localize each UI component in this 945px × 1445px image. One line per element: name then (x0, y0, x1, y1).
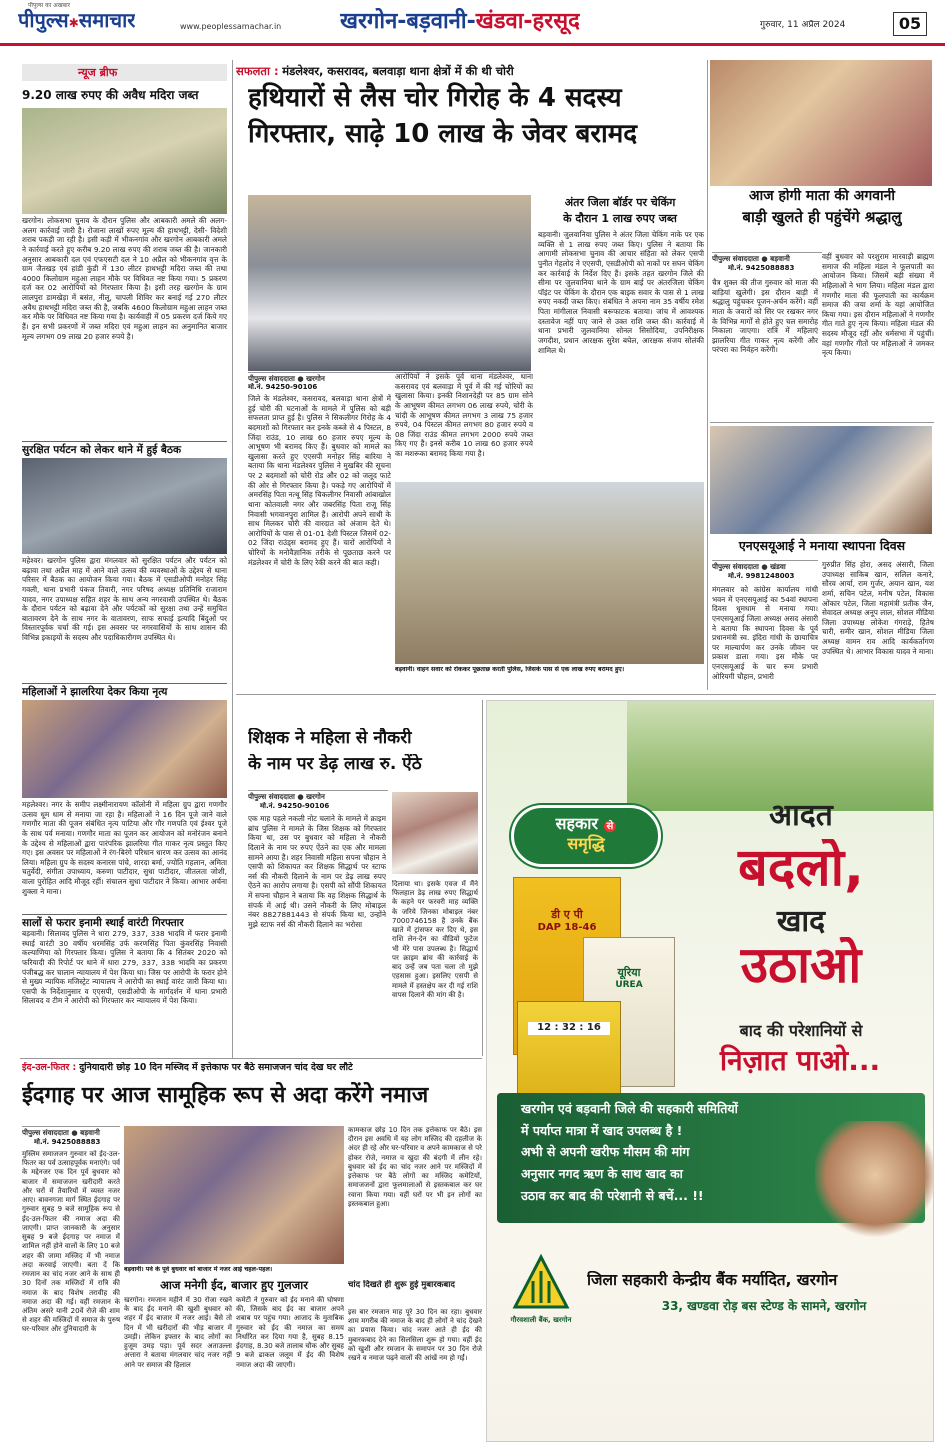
moon-body: इस बार रमजान माह पूरे 30 दिन का रहा। बुधवार शाम मगरीब की नमाज के बाद ही लोगों ने चांद देखने का प्रयास किया। चांद नजर आते ही ईद की मुबारकबाद देने का सिलसिला शुरू हो गया। वहीं ईद को खुशी और रमजान के समापन पर 30 दिन रोजे रखने व नमाज पढ़ने वालों की आंखें नम हो गईं। (348, 1308, 482, 1363)
teacher-headline-line2: के नाम पर डेढ़ लाख रु. ऐंठे (248, 754, 422, 774)
ad-info-5: उठाव कर बाद की परेशानी से बचें... !! (521, 1187, 704, 1203)
warrant-headline: सालों से फरार इनामी स्थाई वारंटी गिरफ्तार (22, 914, 227, 930)
main-byline: पीपुल्स संवाददाता ● खरगोन (248, 372, 531, 383)
bank-name: जिला सहकारी केन्द्रीय बैंक मर्यादित, खरगोन (587, 1271, 838, 1289)
nsui-headline: एनएसयूआई ने मनाया स्थापना दिवस (738, 538, 906, 553)
main-col1: जिले के मंडलेश्वर, कसरावद, बलवाड़ा थाना क्षेत्रों में हुई चोरी की घटनाओं के मामले में पुलिस को बड़ी सफलता प्राप्त हुई है। पुलिस ने सिकलीगर गिरोह के 4 बदमाशों को गिरफ्तार कर इनके कब्जे से 4 पिस्टल, 8 जिंदा राउंड, 10 लाख 60 हजार रुपए मूल्य के आभूषण भी बरामद किए हैं। बुधवार को मामले का खुलासा करते हुए एएसपी मनोहर सिंह बारिया ने बताया कि थाना मंडलेश्वर पुलिस ने मुखबिर की सूचना पर 2 बदमाशों को चोरी रोड और 02 को जलूद फाटे की ओर से गिरफ्तार किया है। पकड़े गए आरोपियों में अमरसिंह पिता नत्थू सिंह चिकलीगर निवासी आंबाखोल थाना कोतवाली नगर और जबरसिंह पिता राजू सिंह निवासी भगवानपुरा शामिल हैं। आरोपी अपने साथी के साथ मिलकर चोरी की वारदात को अंजाम देते थे। आरोपियों के पास से 01-01 देशी पिस्टल जिसमें 02-02 जिंदा राउंड्स बरामद हुए हैं। चारों आरोपियों ने चोरियों के मनोवैज्ञानिक तरीके से पूछताछ करने पर मंडलेश्वर में चोरी के लिए रेकी करने की बात कही। (248, 394, 391, 567)
ad-line-nizaat: निज़ात पाओ... (719, 1044, 881, 1077)
wheat-logo-icon (511, 1253, 571, 1313)
eid-sub-headline: आज मनेगी ईद, बाजार हुए गुलजार (160, 1278, 308, 1292)
badge-word-2: समृद्धि (567, 834, 605, 853)
liquor-body: खरगोन। लोकसभा चुनाव के दौरान पुलिस और आबकारी अमले की अलग- अलग कार्रवाई जारी है। रोजाना लाखों रुपए मूल्य की हाथभट्टी, देसी- विदेशी शराब पकड़ी जा रही है। इसी कड़ी में भीकनगांव और खरगोन आबकारी अमले ने कार्रवाई करते हुए करीब 9.20 लाख रुपए की शराब जब्त की है। जानकारी अनुसार आबकारी दल एवं एफएसटी दल ने 10 अप्रैल को भीकनगांव वृत्त के ग्राम जैतखड़ एवं हांडी कुंडी में 130 लीटर हाथभट्टी मदिरा जब्त की तथा 4000 किलोग्राम महुआ लाहन मौके पर विधिवत नष्ट किया गया। 5 प्रकरण दर्ज कर 02 आरोपियों को गिरफ्तार किया है। इसी तरह खरगोन के ग्राम लालपुरा डामखेड़ा में बसंत, नीलू, चापली शिविर कर बनाई गई 270 लीटर अवैध हाथभट्टी मदिरा जब्त की है, जबकि 4600 किलोग्राम महुआ लाहन जब्त कर मौके पर विधिवत नष्ट किया गया है। कार्यवाही में 05 प्रकरण दर्ज किये गए हैं। इन सभी प्रकरणों में जब्त मदिरा एवं महुआ लाहन का अनुमानित बाजार मूल्य लगभग 09 लाख 20 हजार रुपये है। (22, 216, 227, 341)
dance-body: महलेश्वर। नगर के समीप लक्ष्मीनारायण कॉलोनी में महिला ग्रुप द्वारा गणगौर उत्सव धूम धाम से मनाया जा रहा है। महिलाओं ने 16 दिन पूजे जाने वाले गणगौर माता की पूजन संबंधित नृत्य पाटिया और गौर गणपति एवं ईश्वर पूजे के साथ पर्व मनाया। गणगौर माता का पूजन कर आयोजन को मनोरंजन बनाने के उद्देश्य से महिलाओं द्वारा पारंपरिक झालरिया गीत गाकर नृत्य प्रस्तुत किए गए। इस अवसर पर महिलाओं ने रंग-बिरंगे परिधान धारण कर उत्सव का आनंद लिया। महिला ग्रुप के सदस्य कनारस पांचे, शारदा बर्मा, ज्योति गहलान, अमिता चतुर्वेदी, संगीता उपाध्याय, करुणा पाटीदार, सुधा पाटीदार, जीतलता जोशी, वाला पुरोहित आदि मौजूद रहीं। संचालन सुधा पाटीदार ने किया। आभार अर्चना शुक्ला ने माना। (22, 800, 227, 896)
dance-headline: महिलाओं ने झालरिया देकर किया नृत्य (22, 683, 227, 699)
logo-word-2: समाचार (78, 8, 136, 32)
section-title-part2: खंडवा-हरसूद (475, 9, 580, 34)
ad-line-badlo: बदलो, (738, 839, 864, 898)
fertilizer-ad[interactable] (486, 700, 934, 1442)
police-check-caption: बड़वानी। वाहन सवार को रोककर पूछताछ करती पुलिस, जिसके पास से एक लाख रुपए बरामद हुए। (395, 666, 625, 673)
dance-photo (22, 700, 227, 798)
tourism-headline: सुरक्षित पर्यटन को लेकर थाने में हुई बैठक (22, 441, 227, 457)
complainant-photo (392, 792, 478, 874)
teacher-headline-line1: शिक्षक ने महिला से नौकरी (248, 728, 412, 748)
eid-col2: कामकाज छोड़ 10 दिन तक इत्तेकाफ पर बैठे। इस दौरान इस अवधि में यह लोग मस्जिद की दहलीज के अंदर ही रहे और घर-परिवार व अपने कामकाज से परे होकर रोजे, नमाज व खुदा की बंदगी में लीन रहे। बुधवार को ईद का चांद नजर आने पर मस्जिदों में इत्तेकाफ पर बैठे लोगों का मस्जिद कमेटियों, समाजजनों द्वारा फूलमालाओं से इस्तकबाल कर घर रवाना किया गया। वहीं घरों पर भी इन लोगों का इस्तकबाल हुआ। (348, 1126, 482, 1208)
ad-info-3: अभी से अपनी खरीफ मौसम की मांग (521, 1144, 690, 1160)
festival-photo (710, 60, 932, 186)
badge-word-1: सहकार (555, 814, 598, 833)
teacher-byline: पीपुल्स संवाददाता ● खरगोन (248, 790, 388, 801)
npk-bag-label: 12 : 32 : 16 (528, 1022, 610, 1035)
urea-bag-sub: UREA (615, 979, 643, 990)
festival-col1: चैत्र शुक्ल की तीज गुरुवार को माता की बाड़ियां खुलेगी। इस दौरान बाड़ी में श्रद्धालु पहुंचकर पूजन-अर्चन करेंगे। वहीं माता के जवारों को सिर पर रखकर नगर के विभिन्न मार्गों से होते हुए चल समारोह निकाला जाएगा। रात्रि में महिलाएं झालरिया गीत गाकर नृत्य करेंगी और परंपरा का निर्वहन करेंगी। (712, 278, 818, 355)
main-mobile: मो.नं. 94250-90106 (248, 383, 318, 391)
logo-word-1: पीपुल्स (18, 8, 69, 32)
moon-headline: चांद दिखते ही शुरू हुई मुबारकबाद (348, 1280, 455, 1290)
main-headline-line1: हथियारों से लैस चोर गिरोह के 4 सदस्य (248, 83, 622, 113)
teacher-col2: दिलाया था। इसके एवज में मैंने फिलहाल डेढ़ लाख रुपए सिद्धार्थ के कहने पर फरवरी माह व्यक्ति के जरिये जिनका मोबाइल नंबर 7000746158 है उनके बैंक खाते में ट्रांसफर कर दिए थे, इस राशि लेन-देन का वीडियो फुटेज भी मेरे पास उपलब्ध है। सिद्धार्थ पर क्राइम ब्रांच की कार्रवाई के बाद उन्हें जब पता चला तो मुझे एहसास हुआ। इसलिए एसपी से मामले में हस्तक्षेप कर दी गई राशि वापस दिलाने की मांग की है। (392, 880, 478, 999)
festival-headline-line2: बाड़ी खुलते ही पहुंचेंगे श्रद्धालु (742, 208, 902, 226)
festival-headline-line1: आज होगी माता की अगवानी (748, 188, 896, 204)
logo-tagline: पीपुल्स का अखबार (28, 2, 71, 9)
bank-logo-text: गौरवशाली बैंक, खरगोन (510, 1316, 572, 1324)
family-photo (815, 1121, 934, 1241)
main-headline-line2: गिरफ्तार, साढ़े 10 लाख के जेवर बरामद (248, 119, 638, 149)
eid-col1: मुस्लिम समाजजन गुरुवार को ईद-उल-फितर का पर्व उत्साहपूर्वक मनाएंगे। पर्व के मद्देनजर एक दिन पूर्व बुधवार को बाजार में समाजजन खरीदारी करते और घरों में तैयारियों में व्यस्त नजर आए। बावनगजा मार्ग स्थित ईदगाह पर गुरुवार सुबह 9 बजे सामूहिक रूप से ईद-उल-फितर की नमाज अदा की जाएगी। प्राप्त जानकारी के अनुसार सुबह 9 बजे ईदगाह पर नमाज में शामिल नहीं होने वालों के लिए 10 बजे शहर की जामा मस्जिद में भी नमाज अदा करवाई जाएगी। बता दें कि रमजान का चांद नजर आने के साथ ही 30 दिनों तक मस्जिदों में रात्रि की नमाज के बाद विशेष तरावीह की नमाज अदा की गई। वहीं रमजान के अंतिम असरे यानी 20वें रोजे की शाम से शहर की मस्जिदों में समाज के पुरुष घर-परिवार और दुनियादारी के (22, 1150, 120, 1334)
main-arrest-photo (248, 195, 531, 371)
eid-photo-caption: बड़वानी। पर्व के पूर्व बुधवार को बाजार में नजर आई चहल-पहल। (124, 1266, 273, 1273)
nsui-photo (710, 426, 932, 534)
ad-line-khad: खाद (776, 904, 826, 939)
nsui-byline: पीपुल्स संवाददाता ● खंडवा (712, 560, 818, 571)
teacher-mobile: मो.नं. 94250-90106 (260, 802, 330, 810)
eid-kicker-label: ईद-उल-फितर : (22, 1062, 77, 1073)
eid-kicker-text: दुनियादारी छोड़ 10 दिन मस्जिद में इत्तेकाफ पर बैठे समाजजन चांद देख घर लौटे (79, 1062, 353, 1073)
liquor-photo (22, 108, 227, 214)
police-check-photo (395, 482, 704, 664)
section-title (340, 8, 580, 36)
tourism-body: महेश्वर। खरगोन पुलिस द्वारा मंगलवार को सुरक्षित पर्यटन और पर्यटन को बढ़ावा तथा अप्रैल माह में आने वाले उत्सव की व्यवस्थाओं के उद्देश्य से थाना परिसर में बैठक का आयोजन किया गया। बैठक में एसडीओपी मनोहर सिंह गवली, थाना प्रभारी पंकज तिवारी, नगर परिषद अध्यक्ष प्रतिनिधि राजाराम यादव, नगर उपाध्यक्ष सहित शहर के साथ अन्य नगरवासी उपस्थित थे। बैठक के दौरान पर्यटन को बढ़ावा देने और पर्यटकों को सुरक्षा तथा उन्हें समुचित बातावरण देने के साथ नगर के वातावरण, साफ सफाई इत्यादि बिंदुओं पर विस्तारपूर्वक चर्चा की गई। इस अवसर पर नगरवासियों के साथ शासन की विभिन्न इकाइयों के सदस्य और पदाधिकारीगण उपस्थित थे। (22, 556, 227, 642)
eid-headline: ईदगाह पर आज सामूहिक रूप से अदा करेंगे नमाज (22, 1083, 429, 1108)
page-number: 05 (893, 12, 927, 36)
border-check-headline-line1: अंतर जिला बॉर्डर पर चेकिंग (564, 196, 676, 209)
main-kicker (236, 64, 704, 78)
farmer-photo (627, 701, 934, 811)
eid-mobile: मो.नं. 9425088883 (34, 1138, 101, 1146)
main-kicker-text: मंडलेश्वर, कसरावद, बलवाड़ा थाना क्षेत्रों में की थी चोरी (282, 64, 514, 78)
main-col2: आरोपियों ने इसके पूर्व थाना मंडलेश्वर, थाना कसरावद एवं बलवाड़ा में पूर्व में की गई चोरियों का खुलासा किया। इनकी निशानदेही पर 85 ग्राम सोने के आभूषण कीमत लगभग 06 लाख रुपये, चोरी के चांदी के आभूषण कीमत लगभग 3 लाख 75 हजार रुपये, 04 पिस्टल कीमत लगभग 80 हजार रुपये व 08 जिंदा राउंड कीमत लगभग 2000 रुपये जब्त किए गए हैं। इनसे करीब 10 लाख 60 हजार रुपये का मशरूका बरामद किया गया है। (395, 372, 533, 458)
section-title-part1: खरगोन-बड़वानी- (340, 9, 476, 34)
border-check-body: बड़वानी। जुलवानिया पुलिस ने अंतर जिला चेकिंग नाके पर एक व्यक्ति से 1 लाख रुपए जब्त किए। पुलिस ने बताया कि आगामी लोकसभा चुनाव की आचार संहिता को लेकर एसपी पुनीत गेहलोद ने एएसपी, एसडीओपी को नाकों पर सघन चेकिंग कर कार्रवाई के निर्देश दिए हैं। इसके तहत खरगोन जिले की सीमा पर जुलवानिया थाने के ग्राम बाई पर अंतरजिला चेकिंग पॉइंट पर चेकिंग के दौरान एक बाइक सवार के पास से 1 लाख रुपए नकदी जब्त किए। संबंधित ने अपना नाम 35 वर्षीय रमेश पिता मांगीलाल निवासी बरूफाटक बताया। जांच में आवश्यक दस्तावेज नहीं पाए जाने से उक्त राशि जब्त की। कार्रवाई में थाना प्रभारी जुलवानिया सोनल सिसोदिया, उपनिरीक्षक जगदीश, प्रधान आरक्षक सुरेश बघेल, आरक्षक संजय सोलंकी शामिल थे। (538, 230, 704, 355)
liquor-headline: 9.20 लाख रुपए की अवैध मदिरा जब्त (22, 88, 199, 102)
eid-market-photo (124, 1126, 344, 1264)
badge-se: से (604, 821, 617, 832)
urea-bag-label: यूरिया (617, 966, 641, 979)
eid-byline: पीपुल्स संवाददाता ● बड़वानी (22, 1126, 120, 1137)
teacher-col1: एक माह पहले नकली नोट चलाने के मामले में क्राइम ब्रांच पुलिस ने मामले के जिस शिक्षक को गिरफ्तार किया था, उस पर बुधवार को महिला ने नौकरी दिलाने के नाम पर रुपए ऐंठने का एक और मामला सामने आया है। शहर निवासी महिला सपना चौहान ने एसपी को शिकायत कर शिक्षक सिद्धार्थ पर स्टाफ नर्स की नौकरी दिलाने के नाम पर डेढ़ लाख रुपए ऐंठने का आरोप लगाया है। एसपी को सौंपी शिकायत में सपना चौहान ने बताया कि वह शिक्षक सिद्धार्थ के संपर्क में आई थी। उसने नौकरी के लिए मोबाइल नंबर 8827881443 से संपर्क किया था, उन्होंने मुझे स्टाफ नर्स की नौकरी दिलाने का भरोसा (248, 814, 386, 929)
dap-bag-label: डी ए पी (551, 908, 583, 921)
logo[interactable] (18, 8, 135, 33)
ad-line-aadat: आदत (769, 798, 833, 833)
tourism-photo (22, 458, 227, 554)
festival-byline: पीपुल्स संवाददाता ● बड़वानी (712, 252, 822, 263)
border-check-headline-line2: के दौरान 1 लाख रुपए जब्त (563, 212, 677, 225)
main-kicker-label: सफलता : (236, 64, 279, 78)
eid-sub-col2: कमेटी ने गुरुवार को ईद मनाने की घोषणा की, जिसके बाद ईद का बाजार अपने शबाब पर पहुंच गया। आजाद के मुताबिक गुरुवार को ईद की नमाज का समय निर्धारित कर दिया गया है, सुबह 8.15 ईदगाह, 8.30 बजे तालाब चौक और सुबह 9 बजे ढाकल जलूम में ईद की विशेष नमाज अदा की जाएगी। (236, 1296, 344, 1369)
issue-date: गुरुवार, 11 अप्रैल 2024 (760, 20, 846, 30)
bank-address: 33, खण्डवा रोड़ बस स्टेण्ड के सामने, खरगोन (661, 1299, 867, 1313)
ad-info-4: अनुसार नगद ऋण के साथ खाद का (521, 1165, 683, 1181)
website-link[interactable]: www.peoplessamachar.in (180, 22, 282, 31)
logo-star-icon: ✱ (68, 16, 79, 30)
nsui-col2: गुरुप्रीत सिंह होरा, असद अंसारी, जिला उपाध्यक्ष साकिब खान, सलिल कनारे, सौरव आर्या, राम गुर्जर, अयान खान, यश शर्मा, सचिन पटेल, मनीष पटेल, विकास ओंकार पटेल, जिला महामंत्री प्रतीक जैन, सेवादल अध्यक्ष अनूप लाल, सोशल मीडिया जिला उपाध्यक्ष लोकेश गंगराड़े, हितेष चारी, समीर खान, सोशल मीडिया जिला अध्यक्ष वामन राव आदि कार्यकर्तागण उपस्थित थे। आभार विकास यादव ने माना। (822, 560, 934, 656)
ad-line-uthao: उठाओ (740, 937, 862, 994)
ad-info-1: खरगोन एवं बड़वानी जिले की सहकारी समितियों (521, 1101, 738, 1116)
eid-sub-col1: खरगोन। रमजान महीने में 30 रोजा रखने के बाद ईद मनाने की खुशी बुधवार को शहर में ईद बाजार में नजर आई। बैसे तो दिन में भी खरीदारों की भीड़ बाजार में उमड़ी। लेकिन इफ्तार के बाद लोगों का हुजूम उमड़ पड़ा। पूर्व सदर अताउल्ला अत्तारा ने बताया मंगलवार चांद नजर नहीं आने पर समाज की हिलाल (124, 1296, 232, 1369)
bank-logo (503, 1253, 579, 1343)
nsui-mobile: मो.नं. 9981248003 (728, 572, 795, 580)
masthead (0, 0, 945, 46)
warrant-body: बड़वानी। सिलावद पुलिस ने धारा 279, 337, 338 भादवि में फरार इनामी स्थाई वारंटी 30 वर्षीय धरमसिंह उर्फ करणसिंह पिता कुंवरसिंह निवासी कल्याणिया को गिरफ्तार किया। पुलिस ने बताया कि 4 सितंबर 2020 को फरियादी की रिपोर्ट पर थाने में धारा 279, 337, 338 भादवि का प्रकरण पंजीबद्ध कर चालान न्यायालय में पेश किया था। जिस पर आरोपी के फरार होने से मुख्य न्यायिक मजिस्ट्रेट न्यायालय ने आरोपी का स्थाई वारंट जारी किया था। एसपी के निर्देशानुसार व एएसपी, एसडीओपी के मार्गदर्शन में थाना प्रभारी सिलावद व टीम ने आरोपी को गिरफ्तार कर न्यायालय में पेश किया। (22, 929, 227, 1006)
ad-line-baad: बाद की परेशानियों से (739, 1021, 863, 1040)
sahkar-badge (511, 805, 661, 867)
dap-bag-sub: DAP 18-46 (537, 921, 597, 933)
news-brief-label: न्यूज ब्रीफ (22, 64, 227, 81)
eid-kicker (22, 1062, 482, 1074)
nsui-col1: मंगलवार को कांग्रेस कार्यालय गांधी भवन में एनएसयूआई का 54वां स्थापना दिवस धूमधाम से मनाया गया। एनएसयूआई जिला अध्यक्ष असद अंसारी ने बताया कि स्थापना दिवस के पूर्व प्रधानमंत्री स्व. इंदिरा गांधी के छायाचित्र पर माल्यार्पण कर उनके जीवन पर प्रकाश डाला गया। इस मौके पर एनएसयूआई के चार रूम प्रभारी ओरियगी चौहान, प्रभारी (712, 585, 818, 681)
festival-mobile: मो.नं. 9425088883 (728, 264, 795, 272)
festival-col2: वहीं बुधवार को परशुराम मारवाड़ी ब्राह्मण समाज की महिला मंडल ने फूलपाती का आयोजन किया। जिसमें बड़ी संख्या में महिलाओं ने भाग लिया। महिला मंडल द्वारा गणगौर माता की फूलपाती का कार्यक्रम समाज की जया शर्मा के यहां आयोजित किया गया। इस दौरान महिलाओं ने गणगौर गीत गाते हुए नृत्य किया। महिला मंडल की सदस्य मौजूद रहीं और धर्मसभा में पहुंचीं। वहां गणगौर गीतों पर महिलाओं ने जमकर नृत्य किया। (822, 252, 934, 358)
ad-info-2: में पर्याप्त मात्रा में खाद उपलब्ध है ! (521, 1122, 683, 1138)
